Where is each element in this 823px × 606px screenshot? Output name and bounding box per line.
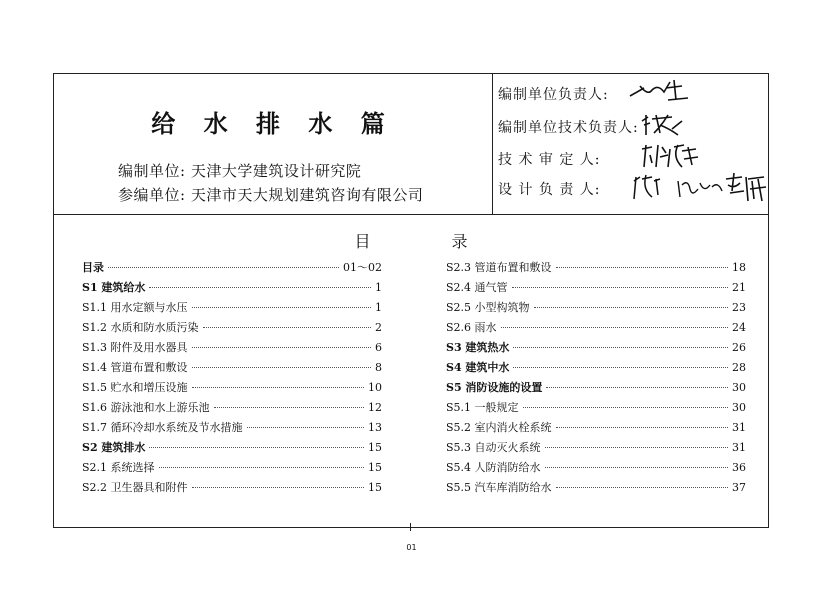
page-number: 01 <box>406 543 417 552</box>
toc-leader <box>545 467 728 468</box>
toc-entry-title: S1.1 用水定额与水压 <box>82 301 188 314</box>
toc-entry[interactable] <box>82 399 382 419</box>
toc-leader <box>192 387 364 388</box>
toc-entry-title: S2.4 通气管 <box>446 281 508 294</box>
toc-leader <box>556 427 728 428</box>
toc-entry[interactable] <box>446 319 746 339</box>
toc-leader <box>149 287 371 288</box>
toc-entry-page: 1 <box>375 281 382 294</box>
toc-leader <box>108 267 339 268</box>
toc-entry[interactable] <box>82 439 382 459</box>
toc-leader <box>513 367 728 368</box>
toc-entry-title: S5.3 自动灭火系统 <box>446 441 541 454</box>
toc-entry[interactable] <box>446 459 746 479</box>
toc-entry-page: 28 <box>732 361 746 374</box>
crop-mark <box>410 523 411 531</box>
toc-leader <box>556 267 728 268</box>
toc-leader <box>192 347 371 348</box>
toc-entry-page: 21 <box>732 281 746 294</box>
toc-entry-page: 13 <box>368 421 382 434</box>
toc-entry-title: S5.4 人防消防给水 <box>446 461 541 474</box>
handwritten-signature <box>630 171 772 207</box>
toc-leader <box>546 387 728 388</box>
toc-title: 目 录 <box>354 232 506 251</box>
toc-entry-title: S3 建筑热水 <box>446 341 510 354</box>
toc-entry-title: S1.2 水质和防水质污染 <box>82 321 199 334</box>
toc-entry-page: 23 <box>732 301 746 314</box>
toc-leader <box>159 467 364 468</box>
toc-entry-page: 37 <box>732 481 746 494</box>
toc-entry-page: 10 <box>368 381 382 394</box>
toc-entry-page: 15 <box>368 461 382 474</box>
toc-entry-page: 31 <box>732 421 746 434</box>
toc-entry-page: 31 <box>732 441 746 454</box>
toc-entry-title: S4 建筑中水 <box>446 361 510 374</box>
toc-entry-title: S5 消防设施的设置 <box>446 381 543 394</box>
compiler-label: 编制单位: <box>118 162 186 180</box>
toc-right-column <box>446 259 746 499</box>
handwritten-signature <box>638 141 708 173</box>
toc-leader <box>556 487 728 488</box>
toc-entry-title: S2 建筑排水 <box>82 441 146 454</box>
toc-entry-title: S2.1 系统选择 <box>82 461 155 474</box>
signature-label: 编制单位技术负责人: <box>498 120 639 136</box>
toc-leader <box>512 287 728 288</box>
toc-entry-page: 15 <box>368 441 382 454</box>
toc-leader <box>203 327 371 328</box>
handwritten-signature <box>638 111 688 141</box>
toc-entry-page: 12 <box>368 401 382 414</box>
signature-row <box>498 82 766 106</box>
toc-entry[interactable] <box>82 319 382 339</box>
signature-label: 设 计 负 责 人: <box>498 182 601 198</box>
toc-entry-title: S5.5 汽车库消防给水 <box>446 481 552 494</box>
toc-entry-page: 1 <box>375 301 382 314</box>
toc-entry-title: S5.2 室内消火栓系统 <box>446 421 552 434</box>
compiler-line <box>118 160 361 181</box>
toc-entry-title: S1.4 管道布置和敷设 <box>82 361 188 374</box>
toc-entry[interactable] <box>82 339 382 359</box>
signature-row <box>498 177 766 201</box>
toc-leader <box>501 327 728 328</box>
toc-entry[interactable] <box>446 399 746 419</box>
toc-entry-page: 36 <box>732 461 746 474</box>
toc-entry-page: 01～02 <box>343 261 382 274</box>
toc-entry-title: 目录 <box>82 261 104 274</box>
toc-entry-title: S2.5 小型构筑物 <box>446 301 530 314</box>
toc-entry-title: S1.6 游泳池和水上游乐池 <box>82 401 210 414</box>
toc-entry-page: 2 <box>375 321 382 334</box>
toc-leader <box>513 347 728 348</box>
page-title: 给 水 排 水 篇 <box>151 109 395 138</box>
toc-entry-page: 26 <box>732 341 746 354</box>
toc-entry[interactable] <box>82 459 382 479</box>
toc-entry-title: S2.6 雨水 <box>446 321 497 334</box>
toc-entry-title: S1.5 贮水和增压设施 <box>82 381 188 394</box>
toc-entry-title: S5.1 一般规定 <box>446 401 519 414</box>
drawing-frame <box>53 73 769 528</box>
toc-leader <box>214 407 364 408</box>
toc-leader <box>247 427 364 428</box>
toc-leader <box>149 447 364 448</box>
toc-entry[interactable] <box>82 379 382 399</box>
signature-block <box>493 74 768 214</box>
handwritten-signature <box>626 78 696 108</box>
title-block-left <box>54 74 493 214</box>
toc-entry[interactable] <box>82 279 382 299</box>
toc-entry[interactable] <box>82 359 382 379</box>
co-compiler-label: 参编单位: <box>118 186 186 204</box>
toc-leader <box>534 307 728 308</box>
toc-entry[interactable] <box>446 359 746 379</box>
toc-entry-title: S1.3 附件及用水器具 <box>82 341 188 354</box>
toc-entry[interactable] <box>446 479 746 499</box>
compiler-name: 天津大学建筑设计研究院 <box>190 162 362 180</box>
co-compiler-line <box>118 184 423 205</box>
toc-entry[interactable] <box>82 299 382 319</box>
toc-entry[interactable] <box>446 259 746 279</box>
signature-row <box>498 147 766 171</box>
toc-leader <box>192 367 371 368</box>
toc-entry[interactable] <box>446 439 746 459</box>
toc-entry[interactable] <box>82 259 382 279</box>
toc-entry[interactable] <box>446 279 746 299</box>
title-block <box>54 74 768 215</box>
toc-entry-page: 24 <box>732 321 746 334</box>
toc-entry-page: 8 <box>375 361 382 374</box>
toc-entry[interactable] <box>446 379 746 399</box>
toc-entry[interactable] <box>446 299 746 319</box>
toc-entry[interactable] <box>446 419 746 439</box>
toc-entry-title: S1.7 循环冷却水系统及节水措施 <box>82 421 243 434</box>
toc-entry-title: S2.2 卫生器具和附件 <box>82 481 188 494</box>
toc-entry-page: 18 <box>732 261 746 274</box>
toc-entry[interactable] <box>82 419 382 439</box>
toc-leader <box>192 487 364 488</box>
signature-row <box>498 115 766 139</box>
toc-leader <box>523 407 728 408</box>
toc-entry-page: 6 <box>375 341 382 354</box>
toc-entry-page: 15 <box>368 481 382 494</box>
toc-left-column <box>82 259 382 499</box>
toc-entry[interactable] <box>82 479 382 499</box>
toc-entry-title: S1 建筑给水 <box>82 281 146 294</box>
toc-entry[interactable] <box>446 339 746 359</box>
co-compiler-name: 天津市天大规划建筑咨询有限公司 <box>190 186 424 204</box>
toc-leader <box>545 447 728 448</box>
toc-entry-page: 30 <box>732 381 746 394</box>
toc-leader <box>192 307 371 308</box>
toc-entry-page: 30 <box>732 401 746 414</box>
signature-label: 技 术 审 定 人: <box>498 152 601 168</box>
toc-entry-title: S2.3 管道布置和敷设 <box>446 261 552 274</box>
signature-label: 编制单位负责人: <box>498 87 609 103</box>
